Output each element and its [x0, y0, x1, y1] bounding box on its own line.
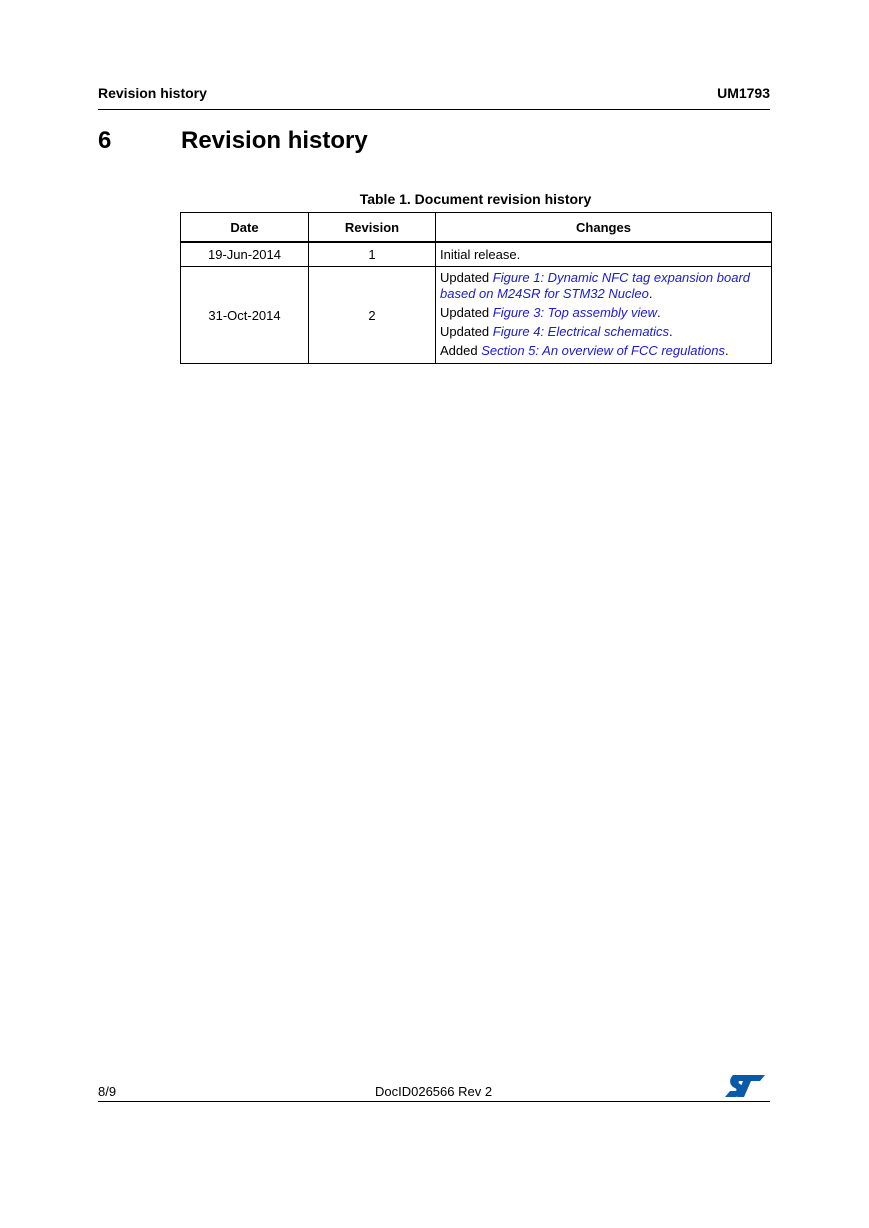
cross-reference-link[interactable]: Figure 4: Electrical schematics — [492, 324, 670, 339]
change-entry — [440, 305, 767, 321]
cross-reference-link[interactable]: Figure 1: Dynamic NFC tag expansion board based on M24SR for STM32 Nucleo — [440, 270, 750, 301]
running-header — [98, 85, 770, 110]
cell-changes — [436, 267, 772, 364]
page-number: 8/9 — [98, 1084, 117, 1099]
change-entry — [440, 247, 767, 263]
change-entry — [440, 270, 767, 302]
change-text: Initial release. — [440, 246, 521, 262]
header-section-name: Revision history — [98, 85, 207, 101]
table-header-row — [181, 213, 772, 243]
table-row — [181, 242, 772, 267]
column-header-date: Date — [181, 213, 309, 243]
change-entry — [440, 324, 767, 340]
cell-revision: 1 — [309, 242, 436, 267]
document-id: DocID026566 Rev 2 — [375, 1084, 493, 1099]
column-header-revision: Revision — [309, 213, 436, 243]
st-logo-icon — [724, 1074, 766, 1098]
change-text: . — [648, 286, 653, 301]
change-text: Updated — [440, 324, 493, 339]
change-text: . — [724, 343, 729, 358]
cross-reference-link[interactable]: Section 5: An overview of FCC regulations — [481, 343, 725, 358]
change-text: . — [669, 324, 673, 339]
cross-reference-link[interactable]: Figure 3: Top assembly view — [492, 305, 658, 320]
cell-changes — [436, 242, 772, 267]
cell-date: 19-Jun-2014 — [181, 242, 309, 267]
page-footer — [98, 1072, 770, 1102]
section-title: Revision history — [181, 127, 368, 154]
change-entry — [440, 343, 767, 359]
table-caption: Table 1. Document revision history — [359, 191, 592, 207]
section-number: 6 — [98, 127, 112, 154]
table-row — [181, 267, 772, 364]
change-text: Added — [440, 343, 482, 358]
change-text: Updated — [440, 305, 493, 320]
cell-date: 31-Oct-2014 — [181, 267, 309, 364]
revision-history-table — [180, 212, 772, 364]
change-text: Updated — [440, 270, 493, 285]
column-header-changes: Changes — [436, 213, 772, 243]
header-document-code: UM1793 — [717, 85, 770, 101]
change-text: . — [657, 305, 661, 320]
cell-revision: 2 — [309, 267, 436, 364]
